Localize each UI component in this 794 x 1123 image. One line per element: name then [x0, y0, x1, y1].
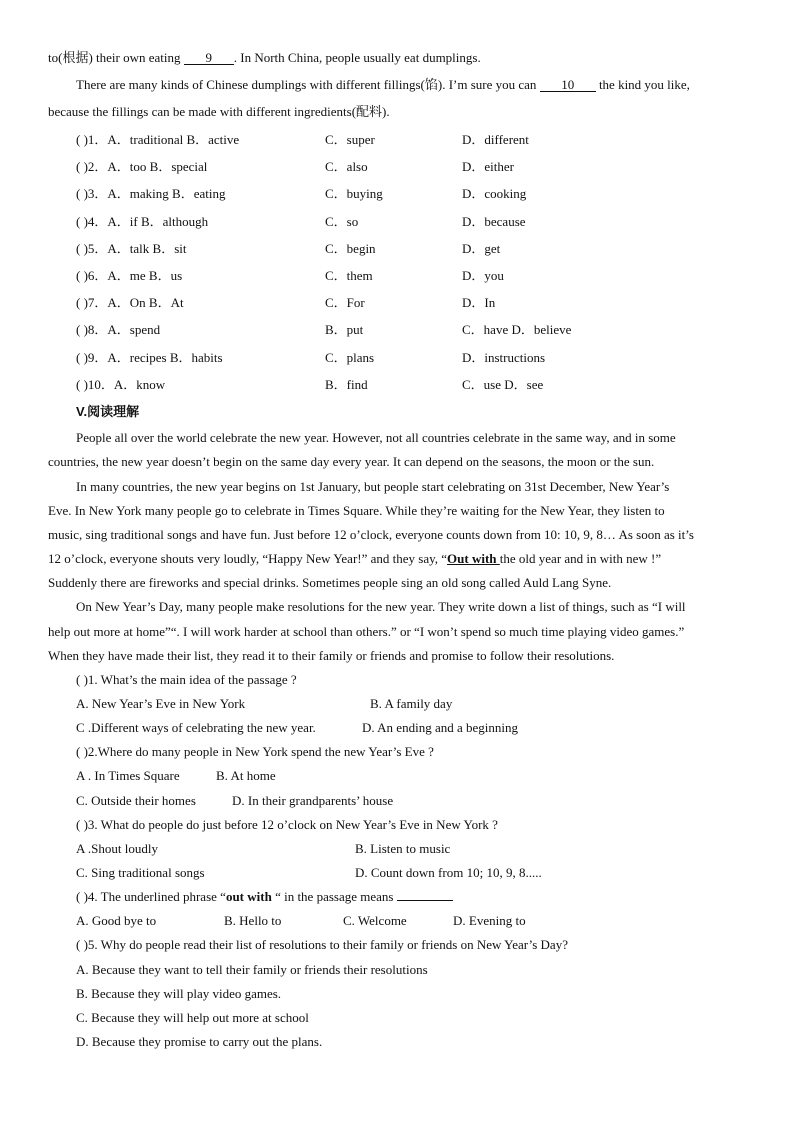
- cloze-q7-c: C．For: [325, 295, 365, 310]
- cloze-q8-b: B．put: [325, 322, 364, 337]
- passage-line: [48, 551, 661, 567]
- cloze-q2-c: C．also: [325, 159, 368, 174]
- cloze-q6-ab: ( )6．A．me B．us: [76, 268, 183, 283]
- passage-text: 12 o’clock, everyone shouts very loudly, “Happy New Year!” and they say, “: [48, 551, 448, 566]
- cloze-q5-c: C．begin: [325, 241, 376, 256]
- question-2-option-d: D. In their grandparents’ house: [232, 793, 394, 808]
- passage-line: Suddenly there are fireworks and special drinks. Sometimes people sing an old song called Auld Lang Syne.: [48, 575, 612, 590]
- question-1-option-a: A. New Year’s Eve in New York: [76, 696, 246, 711]
- question-3-option-a: A .Shout loudly: [76, 841, 158, 856]
- cloze-q9-d: D．instructions: [462, 350, 546, 365]
- question-4-option-c: C. Welcome: [343, 913, 407, 928]
- passage-line: countries, the new year doesn’t begin on the same day every year. It can depend on the seasons, the moon or the sun.: [48, 454, 655, 469]
- question-3-option-c: C. Sing traditional songs: [76, 865, 205, 880]
- cloze-q6-d: D．you: [462, 268, 504, 283]
- cloze-q2-ab: ( )2．A．too B．special: [76, 159, 208, 174]
- question-2-option-b: B. At home: [216, 768, 276, 783]
- cloze-q1-d: D．different: [462, 132, 529, 147]
- question-1-option-b: B. A family day: [370, 696, 453, 711]
- question-2: ( )2.Where do many people in New York spend the new Year’s Eve ?: [76, 744, 434, 759]
- passage-line: Eve. In New York many people go to celebrate in Times Square. While they’re waiting for the New Year, they listen to: [48, 503, 665, 518]
- question-5: ( )5. Why do people read their list of resolutions to their family or friends on New Year’s Day?: [76, 937, 568, 952]
- intro-line-2: [76, 77, 690, 93]
- cloze-q1-ab: ( )1．A．traditional B．active: [76, 132, 240, 147]
- cloze-q8-a: ( )8．A．spend: [76, 322, 161, 337]
- question-5-option-c: C. Because they will help out more at school: [76, 1010, 309, 1025]
- question-3-option-b: B. Listen to music: [355, 841, 451, 856]
- question-text: “ in the passage means: [271, 889, 397, 904]
- intro-text: There are many kinds of Chinese dumplings with different fillings(馅). I’m sure you can: [76, 77, 540, 92]
- cloze-q3-ab: ( )3．A．making B．eating: [76, 186, 226, 201]
- question-1-option-c: C .Different ways of celebrating the new year.: [76, 720, 316, 735]
- cloze-q4-ab: ( )4．A．if B．although: [76, 214, 209, 229]
- cloze-q10-a: ( )10．A．know: [76, 377, 166, 392]
- question-2-option-a: A . In Times Square: [76, 768, 180, 783]
- cloze-q3-d: D．cooking: [462, 186, 527, 201]
- question-3-option-d: D. Count down from 10; 10, 9, 8.....: [355, 865, 542, 880]
- cloze-q7-ab: ( )7．A．On B．At: [76, 295, 184, 310]
- question-3: ( )3. What do people do just before 12 o’clock on New Year’s Eve in New York ?: [76, 817, 498, 832]
- passage-line: When they have made their list, they read it to their family or friends and promise to follow their resolutions.: [48, 648, 615, 663]
- question-4-option-b: B. Hello to: [224, 913, 282, 928]
- cloze-q9-ab: ( )9．A．recipes B．habits: [76, 350, 223, 365]
- blank-9[interactable]: 9: [184, 51, 234, 65]
- cloze-q3-c: C．buying: [325, 186, 383, 201]
- passage-line: help out more at home”“. I will work harder at school than others.” or “I won’t spend so much time playing video games.”: [48, 624, 685, 639]
- intro-text: . In North China, people usually eat dumplings.: [233, 50, 481, 65]
- passage-line: People all over the world celebrate the new year. However, not all countries celebrate in the same way, and in some: [76, 430, 676, 445]
- cloze-q1-c: C．super: [325, 132, 375, 147]
- cloze-q5-ab: ( )5．A．talk B．sit: [76, 241, 187, 256]
- question-1: ( )1. What’s the main idea of the passage ?: [76, 672, 297, 687]
- question-4: [76, 889, 453, 905]
- passage-line: music, sing traditional songs and have fun. Just before 12 o’clock, everyone counts down from 10: 10, 9, 8… As soon as it’s: [48, 527, 694, 542]
- blank-10[interactable]: 10: [540, 78, 596, 92]
- cloze-q4-d: D．because: [462, 214, 526, 229]
- intro-text: to(根据) their own eating: [48, 50, 184, 65]
- question-2-option-c: C. Outside their homes: [76, 793, 196, 808]
- intro-line-3: because the fillings can be made with different ingredients(配料).: [48, 104, 390, 119]
- question-4-option-a: A. Good bye to: [76, 913, 157, 928]
- underlined-phrase: Out with: [447, 551, 500, 566]
- cloze-q6-c: C．them: [325, 268, 373, 283]
- cloze-q7-d: D．In: [462, 295, 496, 310]
- cloze-q2-d: D．either: [462, 159, 514, 174]
- cloze-q9-c: C．plans: [325, 350, 375, 365]
- question-1-option-d: D. An ending and a beginning: [362, 720, 518, 735]
- phrase-out-with: out with: [225, 889, 272, 904]
- intro-line-1: [48, 50, 481, 66]
- passage-line: On New Year’s Day, many people make resolutions for the new year. They write down a list of things, such as “I will: [76, 599, 686, 614]
- passage-line: In many countries, the new year begins on 1st January, but people start celebrating on 31st December, New Year’s: [76, 479, 670, 494]
- cloze-q4-c: C．so: [325, 214, 359, 229]
- question-text: ( )4. The underlined phrase “: [76, 889, 226, 904]
- section-title: V.阅读理解: [76, 404, 140, 419]
- cloze-q10-b: B．find: [325, 377, 368, 392]
- cloze-q10-cd: C．use D．see: [462, 377, 544, 392]
- question-4-option-d: D. Evening to: [453, 913, 526, 928]
- question-5-option-d: D. Because they promise to carry out the plans.: [76, 1034, 323, 1049]
- answer-blank[interactable]: [397, 900, 453, 901]
- cloze-q8-cd: C．have D．believe: [462, 322, 572, 337]
- passage-text: the old year and in with new !”: [499, 551, 662, 566]
- intro-text: the kind you like,: [595, 77, 690, 92]
- question-5-option-b: B. Because they will play video games.: [76, 986, 282, 1001]
- cloze-q5-d: D．get: [462, 241, 501, 256]
- question-5-option-a: A. Because they want to tell their family or friends their resolutions: [76, 962, 428, 977]
